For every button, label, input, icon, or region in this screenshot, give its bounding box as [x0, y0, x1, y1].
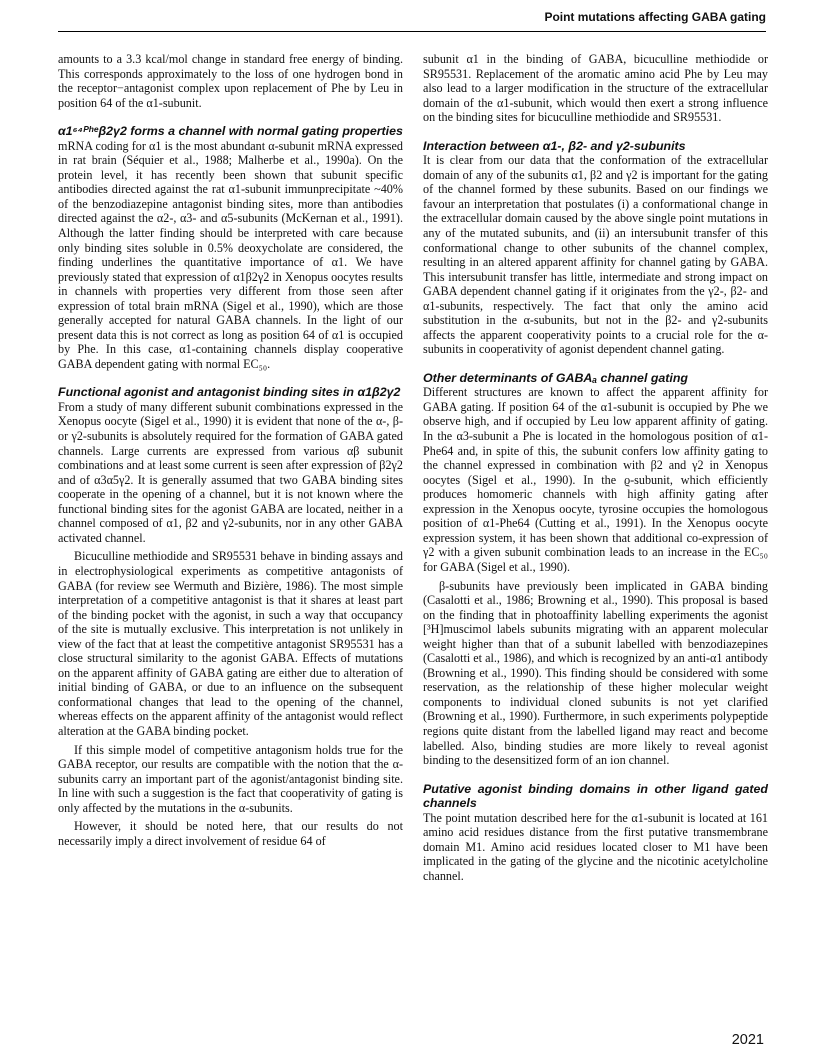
section-heading: Interaction between α1-, β2- and γ2-subunits: [423, 138, 686, 153]
right-column: [423, 52, 768, 883]
paragraph: It is clear from our data that the conformation of the extracellular domain of any of the subunits α1, β2 and γ2 is important for the gating of the channel formed by these subunits. Based on our findings we favour an interpretation that postulates (i) a conformational change in the extracellular domain caused by the above single point mutations in any of the mutated subunits, and (ii) an intersubunit transfer of this conformational change to other subunits of the channel complex, resulting in an altered apparent affinity for channel gating by GABA. This intersubunit transfer has little, intermediate and strong impact on GABA dependent channel gating if it originates from the γ2-, β2- and α1-subunits, respectively. The fact that only the amino acid substitution in the α-subunits, but not in the β2- and γ2-subunits affects the apparent cooperativity points to a crucial role for the α-subunits in cooperativity of agonist dependent channel gating.: [423, 153, 768, 357]
paragraph: Different structures are known to affect the apparent affinity for GABA gating. If position 64 of the α1-subunit is occupied by Phe we observe high, and if occupied by Leu low apparent affinity of gating. In the α3-subunit a Phe is located in the homologous position of α1-Phe64 and, in spite of this, the subunit confers low affinity gating to the channel expressed in combination with β2 and γ2 in Xenopus oocytes (Sigel et al., 1990). In the ϱ-subunit, which efficiently produces homomeric channels with high affinity gating after expression in the Xenopus oocyte, tyrosine occupies the homologous position of α1-Phe64 (Cutting et al., 1991). In the Xenopus oocyte expression system, it has been shown that additional co-expression of γ2 with a given subunit combination leads to an increase in the EC₅₀ for GABA (Sigel et al., 1990).: [423, 385, 768, 574]
paragraph: subunit α1 in the binding of GABA, bicuculline methiodide or SR95531. Replacement of the aromatic amino acid Phe by Leu may also lead to a larger modification in the structure of the extracellular domain of the α1-subunit, which would then exert a strong influence on the binding sites for bicuculline methiodide and SR95531.: [423, 52, 768, 125]
section-heading: Putative agonist binding domains in other ligand gated channels: [423, 781, 768, 811]
paragraph: β-subunits have previously been implicated in GABA binding (Casalotti et al., 1986; Browning et al., 1990). This proposal is based on the finding that in photoaffinity labelling experiments the agonist [³H]muscimol labels subunits migrating with an apparent molecular weight higher than that of a subunit labelled with benzodiazepines (Casalotti et al., 1986), and which is recognized by an anti-α1 antibody (Browning et al., 1990). This finding should be considered with some reservation, as the relationship of these higher molecular weight components to individual cloned subunits is not yet clarified (Browning et al., 1990). Furthermore, in such experiments polypeptide regions quite distant from the labelled ligand may react and become labelled. Also, binding studies are more likely to reveal agonist binding to the desensitized form of an ion channel.: [423, 578, 768, 768]
header-rule: [58, 31, 766, 32]
paragraph: However, it should be noted here, that our results do not necessarily imply a direct involvement of residue 64 of: [58, 819, 403, 848]
paragraph: If this simple model of competitive antagonism holds true for the GABA receptor, our results are compatible with the notion that the α-subunits carry an important part of the agonist/antagonist binding site. In line with such a suggestion is the fact that cooperativity of gating is only affected by the mutations in the α-subunits.: [58, 742, 403, 815]
running-title: Point mutations affecting GABA gating: [544, 10, 766, 24]
paragraph: The point mutation described here for the α1-subunit is located at 161 amino acid residues distance from the first putative transmembrane domain M1. Amino acid residues located closer to M1 have been implicated in the gating of the glycine and the nicotinic acetylcholine channel.: [423, 810, 768, 883]
paragraph: From a study of many different subunit combinations expressed in the Xenopus oocyte (Sigel et al., 1990) it is evident that none of the α-, β- or γ2-subunits is absolutely required for the formation of GABA gated channels. Large currents are expressed from various αβ subunit combinations and at least some current is seen after expression of β2γ2 and of α3α5γ2. It is generally assumed that two GABA binding sites cooperate in the opening of a channel, but it is not known where the functional binding sites for the agonist GABA are located, neither in a channel composed of α1, β2 and γ2-subunits, nor in any other GABA activated channel.: [58, 399, 403, 545]
paragraph: amounts to a 3.3 kcal/mol change in standard free energy of binding. This corresponds approximately to the loss of one hydrogen bond in the receptor−antagonist complex upon replacement of Phe by Leu in position 64 of the α1-subunit.: [58, 52, 403, 110]
page-number: 2021: [731, 1032, 764, 1048]
section-heading: Functional agonist and antagonist binding sites in α1β2γ2: [58, 385, 401, 400]
section-heading: Other determinants of GABAₐ channel gating: [423, 370, 688, 385]
paragraph: Bicuculline methiodide and SR95531 behave in binding assays and in electrophysiological experiments as competitive antagonists of GABA (for review see Wermuth and Bizière, 1986). The most simple interpretation of a competitive antagonist is that it shares at least part of the binding pocket with the agonist, in such a way that occupancy of the site is mutually exclusive. This interpretation is not unlikely in view of the fact that at least the competitive antagonist SR95531 has a close structural similarity to the agonist GABA. Effects of mutations on the apparent affinity of GABA gating are either due to alteration of initial binding of GABA, or due to an influence on the subsequent conformational changes that lead to the opening of the channel, whereas effects on the apparent affinity of the antagonist would reflect alteration at the GABA binding pocket.: [58, 549, 403, 738]
left-column: [58, 52, 403, 848]
section-heading: α1⁶⁴ᴾʰᵉβ2γ2 forms a channel with normal gating properties: [58, 124, 403, 139]
paragraph: mRNA coding for α1 is the most abundant α-subunit mRNA expressed in rat brain (Séquier et al., 1988; Malherbe et al., 1990a). On the protein level, it has recently been shown that subunit specific antibodies directed against the rat α1-subunit immunprecipitate ~40% of the benzodiazepine antagonist binding sites, more than antibodies directed against the α2-, α3- and α5-subunits (McKernan et al., 1991). Although the latter finding should be interpreted with care because only binding sites soluble in 0.5% deoxycholate are considered, the finding underlines the quantitative importance of α1. We have previously stated that expression of α1β2γ2 in Xenopus oocytes results in channels with properties very different from those seen after expression of total brain mRNA (Sigel et al., 1990), which are those generally accepted for natural GABA channels. In the light of our present data this is not correct as long as position 64 of α1 is occupied by Phe. In this case, α1-containing channels display cooperative GABA dependent gating with normal EC₅₀.: [58, 138, 403, 371]
